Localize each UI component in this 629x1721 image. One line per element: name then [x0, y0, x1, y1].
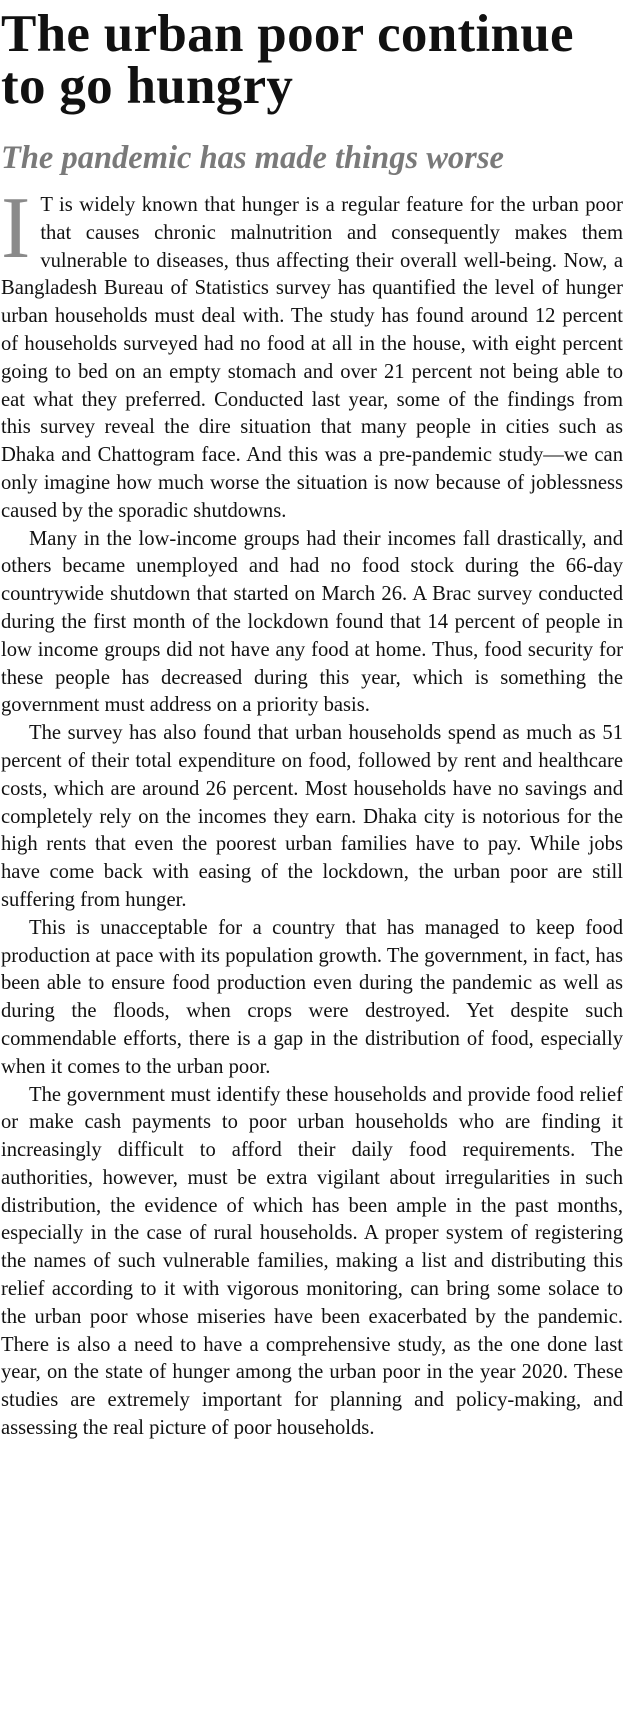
drop-cap: I — [1, 180, 31, 277]
headline: The urban poor continue to go hungry — [1, 5, 574, 115]
paragraph-3: The survey has also found that urban households spend as much as 51 percent of their total expenditure on food, followed by rent and healthcare costs, which are around 26 percent. Most households have no savings and completely rely on the incomes they earn. Dhaka city is notorious for the high rents that even the poorest urban families have to pay. While jobs have come back with easing of the lockdown, the urban poor are still suffering from hunger. — [1, 722, 623, 911]
paragraph-1-text: T is widely known that hunger is a regular feature for the urban poor that causes chronic malnutrition and consequently makes them vulnerable to diseases, thus affecting their overall well-being. Now, a Bangladesh Bureau of Statistics survey has quantified the level of hunger urban households must deal with. The study has found around 12 percent of households surveyed had no food at all in the house, with eight percent going to bed on an empty stomach and over 21 percent not being able to eat what they preferred. Conducted last year, some of the findings from this survey reveal the dire situation that many people in cities such as Dhaka and Chattogram face. And this was a pre-pandemic study—we can only imagine how much worse the situation is now because of joblessness caused by the sporadic shutdowns. — [1, 194, 623, 522]
subheadline: The pandemic has made things worse — [1, 140, 504, 176]
article-body — [1, 180, 623, 1443]
paragraph-4: This is unacceptable for a country that has managed to keep food production at pace with its population growth. The government, in fact, has been able to ensure food production even during the pandemic as well as during the floods, when crops were destroyed. Yet despite such commendable efforts, there is a gap in the distribution of food, especially when it comes to the urban poor. — [1, 916, 623, 1078]
paragraph-1 — [1, 180, 623, 526]
paragraph-5: The government must identify these households and provide food relief or make cash payments to poor urban households who are finding it increasingly difficult to afford their daily food requirements. The authorities, however, must be extra vigilant about irregularities in such distribution, the evidence of which has been ample in the past months, especially in the case of rural households. A proper system of registering the names of such vulnerable families, making a list and distributing this relief according to it with vigorous monitoring, can bring some solace to the urban poor whose miseries have been exacerbated by the pandemic. There is also a need to have a comprehensive study, as the one done last year, on the state of hunger among the urban poor in the year 2020. These studies are extremely important for planning and policy-making, and assessing the real picture of poor households. — [1, 1083, 623, 1440]
paragraph-2: Many in the low-income groups had their incomes fall drastically, and others became unemployed and had no food stock during the 66-day countrywide shutdown that started on March 26. A Brac survey conducted during the first month of the lockdown found that 14 percent of people in low income groups did not have any food at home. Thus, food security for these people has decreased during this year, which is something the government must address on a priority basis. — [1, 527, 623, 717]
